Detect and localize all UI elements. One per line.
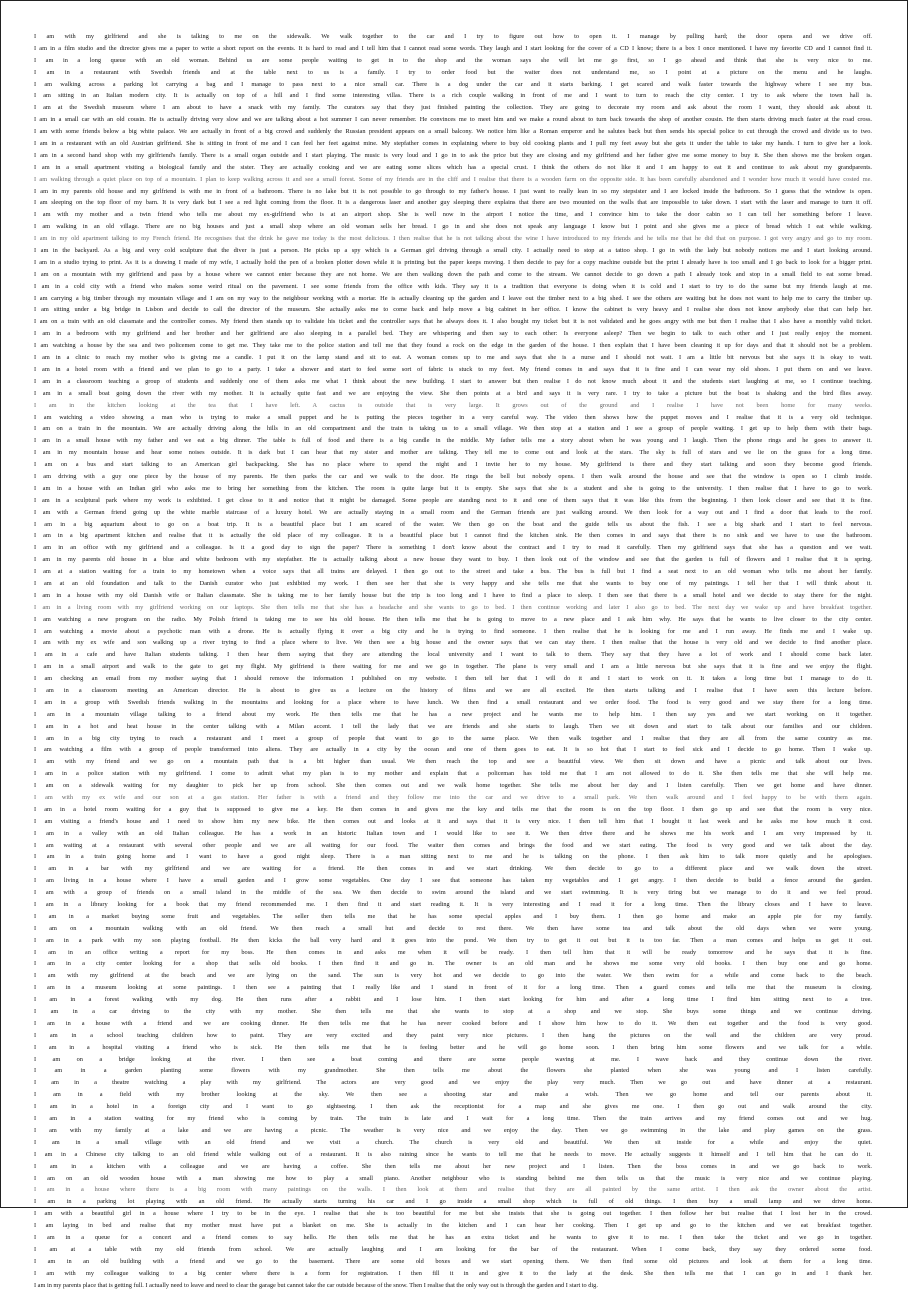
text-line: I am visiting a friend's house and I need to show him my new bike. He then comes out and looks at it and says that it is very nice. I then tell him that I bought it last week and he asks me how much it cost. [34, 817, 872, 825]
text-line: I am in a school teaching children how to paint. They are very excited and they paint very nice pictures. I then hang the pictures on the wall and the children are very proud. [34, 1031, 872, 1039]
text-line: I am in a small apartment visiting a biological family and the sister. They are actually cooking and we are eating some slices which has a special crust. I think the others do not like it and I am happy to eat it and continue to ask about my grandparents. [34, 163, 872, 171]
text-line: I am in a small village with an old friend and we visit a church. The church is very old and beautiful. We then sit inside for a while and enjoy the quiet. [34, 1138, 872, 1146]
text-line: I am in a living room with my girlfriend working on our laptops. She then tells me that she has a headache and she wants to go to bed. I then continue working and later I also go to bed. The next day we wake up and have breakfast together. [34, 603, 872, 611]
text-line: I am in a small boat going down the river with my mother. It is actually quite fast and we are enjoying the view. She then points at a bird and says it is very rare. I try to take a picture but the boat is shaking and the bird flies away. [34, 389, 872, 397]
text-line: I am in my old apartment talking to my French friend. He recognises that the drink he gave me today is the most delicious. I then realise that he is not talking about the wine I have introduced to my friends and he tells me that he did that on purpose. I got very angry and go to my room. [34, 235, 872, 243]
text-line: I am watching a movie about a psychotic man with a drone. He is actually flying it over a big city and he is trying to find someone. I then realise that he is looking for me and I run away. He finds me and I wake up. [34, 627, 872, 635]
text-line: I am in a hotel in a foreign city and I want to go sightseeing. I then ask the receptionist for a map and she gives me one. I then go out and walk around the city. [34, 1103, 872, 1111]
text-line: I am in a park with my son playing football. He then kicks the ball very hard and it goes into the pond. We then try to get it out but it is too far. Then a man comes and helps us get it out. [34, 936, 872, 944]
text-line: I am in a restaurant with Swedish friends and at the table next to us is a family. I try to order food but the waiter does not understand me, so I point at a picture on the menu and he laughs. [34, 68, 872, 76]
text-line: I am watching a house by the sea and two policemen come to get me. They take me to the police station and tell me that they found a rock on the edge in the garden of the house. I then explain that I have been cleaning it up for days and that it should not be a problem. [34, 342, 872, 350]
text-line: I am in a house with a friend and we are cooking dinner. He then tells me that he has never cooked before and I show him how to do it. We then eat together and the food is very good. [34, 1019, 872, 1027]
text-line: I am on a train in the mountain. We are actually driving along the hills in an old compartment and the train is taking us to a small village. We then stop at a station and I see a group of people waiting. I get up to help them with their bags. [34, 425, 872, 433]
text-line: I am in a train going home and I want to have a good night sleep. There is a man sitting next to me and he is talking on the phone. I then ask him to talk more quietly and he apologises. [34, 853, 872, 861]
text-line: I am in a big apartment kitchen and realise that it is actually the old place of my colleague. It is a beautiful place but I cannot find the kitchen sink. He then comes in and says that there is no sink and we have to use the bathroom. [34, 532, 872, 540]
text-line: I am with my girlfriend at the beach and we are lying on the sand. The sun is very hot and we decide to go into the water. We then swim for a while and come back to the beach. [34, 972, 872, 980]
text-line: I am in a police station with my girlfriend. I come to admit what my plan is to my mother and explain that a policeman has told me that I am not allowed to do it. She then tells me that she will help me. [34, 770, 872, 778]
text-line: I am in a classroom teaching a group of students and suddenly one of them asks me what I think about the new building. I start to answer but then realise I do not know much about it and the students start laughing at me, so I continue teaching. [34, 377, 872, 385]
text-line: I am at a station waiting for a train to my hometown when a voice says that all trains are delayed. I then go out to the street and take a bus. The bus is full but I find a seat next to an old woman who tells me about her family. [34, 568, 872, 576]
text-line: I am in the kitchen looking at the tea that I have left. A cactus is outside that is very large. It grows out of the ground and I realise I have not been home for many weeks. [34, 401, 872, 409]
text-line: I am in a big city trying to reach a restaurant and I meet a group of people that want to go to the same place. We then walk together and I realise that they are all from the same country as me. [34, 734, 872, 742]
text-line: I am in a field with my brother looking at the sky. We then see a shooting star and make a wish. Then we go home and tell our parents about it. [34, 1091, 872, 1099]
text-line: I am checking an email from my mother saying that I should remove the information I published on my website. I then tell her that I will do it and I start to work on it. It takes a long time but I manage to do it. [34, 675, 872, 683]
text-line: I am on a train with an old classmate and the controller comes. My friend then stands up to validate his ticket and the controller says that he always does it. I also bought my ticket but it is not validated and he goes angry with me but then I realise that I also have a monthly valid ticket. [34, 318, 872, 326]
text-line: I am in a second hand shop with my girlfriend's family. There is a small organ outside and I start playing. The music is very loud and I go in to ask the price but they are closing and my girlfriend and her father give me some money to buy it. She then shows me the broken organ. [34, 151, 872, 159]
text-line: I am in a mountain village talking to a friend about my work. He then tells me that he has a new project and he wants me to help him. I then say yes and we start working on it together. [34, 710, 872, 718]
text-line: I am in a house with an Indian girl who asks me to bring her something from the kitchen. The room is quite large but it is empty. She says that she is a student and she is going to the university. I then realise that I have to go to work. [34, 484, 872, 492]
text-line: I am in a long queue with an old woman. Behind us are some people waiting to get in to the shop and the woman says she will let me go first, so I go ahead and think that she is very nice to me. [34, 56, 872, 64]
text-line: I am in a film studio and the director gives me a paper to write a short report on the events. It is hard to read and I tell him that I cannot read some words. They laugh and I start looking for the cover of a CD I know; there is a box I once mentioned. I have my favorite CD and I cannot find it. [34, 44, 872, 52]
text-line: I am in a small car with an old cousin. He is actually driving very slow and we are talking about a hot summer I can never remember. He convinces me to meet him and we make a round about to turn back towards the shop of another cousin. He then starts driving much faster at the road cross. [34, 116, 872, 124]
text-line: I am with my girlfriend and she is talking to me on the sidewalk. We walk together to the car and I try to figure out how to open it. I manage by pulling hard; the door opens and we drive off. [34, 33, 872, 40]
text-line: I am in a hospital visiting a friend who is sick. He then tells me that he is feeling better and he will go home soon. I then bring him some flowers and we talk for a while. [34, 1043, 872, 1051]
text-line: I am watching a video showing a man who is trying to make a small puppet and he is putting the pieces together in a very careful way. The video then shows how the puppet moves and I realise that it is a very old technique. [34, 413, 872, 421]
text-line: I am sleeping on the top floor of my barn. It is very dark but I see a red light coming from the floor. It is a dangerous laser and another guy sleeping there explains that there are two mounted on the walls that are impossible to take down. I start with the laser and manage to turn it off. [34, 199, 872, 207]
text-line: I am in a library looking for a book that my friend recommended me. I then find it and start reading it. It is very interesting and I read it for a long time. Then the library closes and I have to leave. [34, 901, 872, 909]
text-line: I am in a parking lot playing with an old friend. He actually starts turning his car and I go inside a small shop which is full of old things. I then buy a small lamp and we drive home. [34, 1198, 872, 1206]
text-line: I am in a hot and heat house in the center talking with a Milan accent. I tell the lady that we are friends and she starts to laugh. Then we sit down and start to talk about our families and our children. [34, 722, 872, 730]
text-line: I am in a city center looking for a shop that sells old books. I then find it and go in. The owner is an old man and he shows me some very old books. I then buy one and go home. [34, 960, 872, 968]
text-line: I am sitting in an Italian modern city. It is actually on top of a hill and I find some interesting villas. There is a rich couple walking in front of me and I want to turn to reach the city center. I try to ask where the town hall is. [34, 92, 872, 100]
text-line: I am in a bedroom with my girlfriend and her brother and her girlfriend are also sleeping in a parallel bed. They are whispering and then say to each other: Is everyone asleep? Then we begin to talk to each other and I just really enjoy the moment. [34, 330, 872, 338]
text-line: I am in a small airport and walk to the gate to get my flight. My girlfriend is there waiting for me and we go in together. The plane is very small and I am a little nervous but she says that it is fine and we enjoy the flight. [34, 663, 872, 671]
text-line: I am in a clinic to reach my mother who is giving me a candle. I put it on the lamp stand and sit to eat. A woman comes up to me and says that she is a nurse and I should not wait. I am a little bit nervous but she says it is okay to wait. [34, 354, 872, 362]
text-line: I am in an old building with a friend and we go to the basement. There are some old boxes and we start opening them. We then find some old pictures and look at them for a long time. [34, 1257, 872, 1265]
text-line: I am in a garden planting some flowers with my grandmother. She then tells me about the flowers she planted when she was young and I listen carefully. [34, 1067, 872, 1075]
text-line: I am with a group of friends on a small island in the middle of the sea. We then decide to swim around the island and we start swimming. It is very tiring but we manage to do it and we feel proud. [34, 889, 872, 897]
text-line: I am in a hotel room with a friend and we plan to go to a party. I take a shower and start to feel some sort of fabric is stuck to my feet. My friend comes in and says that it is fine and I can wear my old shoes. I put them on and we leave. [34, 365, 872, 373]
text-line: I am with a beautiful girl in a house where I try to be in the eye. I realise that she is too beautiful for me but she insists that she is going out together. I then follow her but realise that I lost her in the crowd. [34, 1210, 872, 1218]
text-line: I am in a car driving to the city with my mother. She then tells me that she wants to stop at a shop and we stop. She buys some things and we continue driving. [34, 1008, 872, 1016]
text-line: I am in my parents old house and my girlfriend is with me in front of a bathroom. There is no lake but it is not possible to go through to my father's house. I just want to really lean in so my stepsister and I are locked inside the bathroom. So I guess that the window is open. [34, 187, 872, 195]
text-line: I am watching a new program on the radio. My Polish friend is taking me to see his old house. He then tells me that he is going to move to a new place and I ask him why. He says that he wants to live closer to the city center. [34, 615, 872, 623]
text-line: I am in a station waiting for my friend who is coming by train. The train is late and I wait for a long time. Then the train arrives and my friend comes out and we hug. [34, 1115, 872, 1123]
text-line: I am in a queue for a concert and a friend comes to say hello. He then tells me that he has an extra ticket and he wants to give it to me. I then take the ticket and we go in together. [34, 1233, 872, 1241]
text-line: I am in my parents place that is getting full. I actually need to leave and need to clear the garage but cannot take the car outside because of the snow. Then I realise that the only way out is through the garden and I start to dig. [34, 1281, 598, 1289]
text-line: I am at the Swedish museum where I am about to have a snack with my family. The curators say that they just finished painting the collection. They are going to decorate my room and ask about the room I want, they should ask about it. [34, 104, 872, 112]
text-line: I am with my colleague walking to a big center where there is a form for registration. I then fill it in and give it to the lady at the desk. She then tells me that I can go in and I thank her. [34, 1269, 872, 1277]
text-line: I am with my ex wife and son walking up a river trying to find a place where to live. We then see a big house and the owner says that we can stay there. I then realise that the house is very old and we decide to find another place. [34, 639, 872, 647]
text-line: I am with some friends below a big white palace. We are actually in front of a big crowd and suddenly the Russian president appears on a small balcony. We notice him like a Roman emperor and he salutes back but then sends his special police to cut through the crowd and divide us to two. [34, 128, 872, 136]
text-line: I am with my mother and a twin friend who tells me about my ex-girlfriend who is at an airport shop. She is well now in the airport I notice the time, and I convince him to take the door cabin so I can tell her something before I leave. [34, 211, 872, 219]
text-line: I am in a house with my old Danish wife or Italian classmate. She is taking me to her family house but the trip is too long and I have to find a place to sleep. I then see that there is a small hotel and we decide to stay there for the night. [34, 591, 872, 599]
text-line: I am in an office writing a report for my boss. He then comes in and asks me when it will be ready. I then tell him that it will be ready tomorrow and he says that it is fine. [34, 948, 872, 956]
text-line: I am in a classroom meeting an American director. He is about to give us a lecture on the history of films and we are all excited. He then starts talking and I realise that I have seen this lecture before. [34, 686, 872, 694]
text-line: I am waiting at a restaurant with several other people and we are all waiting for our food. The waiter then comes and brings the food and we start eating. The food is very good and we talk about the day. [34, 841, 872, 849]
text-line: I am sitting under a big bridge in Lisbon and decide to call the director of the museum. She actually asks me to come back and help move a big cabinet in her office. I know the cabinet is very heavy and I realise she does not know anybody else that can help her. [34, 306, 872, 314]
text-line: I am in a theatre watching a play with my girlfriend. The actors are very good and we enjoy the play very much. Then we go out and have dinner at a restaurant. [34, 1079, 872, 1087]
text-line: I am at an old foundation and talk to the Danish curator who just exhibited my work. I then see her that she is very happy and she tells me that she wants to buy one of my paintings. I tell her that I will think about it. [34, 579, 872, 587]
text-line: I am on a sidewalk waiting for my daughter to pick her up from school. She then comes out and we walk home together. She tells me about her day and I listen carefully. Then we get home and have dinner. [34, 782, 872, 790]
text-line: I am at a table with my old friends from school. We are actually laughing and I am looking for the bar of the restaurant. When I come back, they say they ordered some food. [34, 1245, 872, 1253]
text-line: I am in a studio trying to print. As it is a drawing I made of my wife, I actually hold the pen of a broken plotter down while it is printing but the paper keeps moving. I then decide to pay for a copy machine outside but the print I already have is too small and I go back to look for a bigger print. [34, 258, 872, 266]
text-line: I am on an old wooden house with a man showing me how to play a small piano. Another neighbour who is standing behind me then tells us that the music is very nice and we continue playing. [34, 1174, 872, 1182]
text-line: I am in an office with my girlfriend and a colleague. Is it a good day to sign the paper? There is something I don't know about the contract and I try to read it carefully. Then my girlfriend says that she has a question and we wait. [34, 544, 872, 552]
text-line: I am in a cold city with a friend who makes some weird ritual on the pavement. I see some friends from the office with kids. They say it is a tradition that everyone is doing when it is cold and I start to try to do the same but my friends laugh at me. [34, 282, 872, 290]
text-line: I am with my family at a lake and we are having a picnic. The weather is very nice and we enjoy the day. Then we go swimming in the lake and play games on the grass. [34, 1126, 872, 1134]
text-line: I am in a valley with an old Italian colleague. He has a work in an historic Italian town and I would like to see it. We then drive there and he shows me his work and I am very impressed by it. [34, 829, 872, 837]
text-line: I am living in a house where I have a small garden and I grow some vegetables. One day I see that someone has taken my vegetables and I get angry. I then decide to build a fence around the garden. [34, 877, 872, 885]
text-line: I am in a restaurant with an old Austrian girlfriend. She is sitting in front of me and I can feel her feet against mine. My stepfather comes in explaining where to buy old cooking plants and I pull my feet away but she gets it under the table to take my hands. I turn to give her a look. [34, 140, 872, 148]
text-line: I am in a market buying some fruit and vegetables. The seller then tells me that he has some special apples and I buy them. I then go home and make an apple pie for my family. [34, 912, 872, 920]
text-line: I am in a Chinese city talking to an old friend while walking out of a restaurant. It is also raining since he wants to tell me that he needs to move. He actually suggests it himself and I tell him that he can do it. [34, 1150, 872, 1158]
text-line: I am walking across a parking lot carrying a bag and I manage to pass next to a nice small car. There is a dog under the car and it starts barking. I get scared and walk faster towards the highway where I see my bus. [34, 80, 872, 88]
text-line: I am in a house where there is a big room with many paintings on the walls. I then look at them and realise that they are all painted by the same artist. I then ask the owner about the artist. [34, 1186, 872, 1194]
text-line: I am in the backyard. As a big and very cold sculpture that the diver is just a person. He picks up a spy which is a German girl driving through a small city. I actually need to stop at a tattoo shop. I go in with the lady but nobody notices me and I start looking around. [34, 247, 872, 255]
text-line: I am carrying a big timber through my mountain village and I am on my way to the neighbour working with a mortar. He is actually cleaning up the garden and I leave out the timber next to a big shed. I see the others are waiting but he does not want to help me to carry the timber up. [34, 294, 872, 302]
text-line: I am with a German friend going up the white marble staircase of a luxury hotel. We are actually staying in a small room and the German friends are just walking around. We then look for a way out and I find a door that leads to the roof. [34, 508, 872, 516]
text-line: I am in a museum looking at some paintings. I then see a painting that I really like and I stand in front of it for a long time. Then a guard comes and tells me that the museum is closing. [34, 984, 872, 992]
text-line: I am with my ex wife and our son at a gas station. Her father is with a friend and they follow me into the car and we drive to a small park. We then walk around and I feel happy to be with them again. [34, 794, 872, 801]
text-line: I am in a small house with my father and we eat a big dinner. The table is full of food and there is a big candle in the middle. My father tells me a story about when he was young and I laugh. Then the phone rings and he goes to answer it. [34, 437, 872, 445]
text-line: I am in a forest walking with my dog. He then runs after a rabbit and I lose him. I then start looking for him and after a long time I find him sitting next to a tree. [34, 996, 872, 1004]
text-line: I am with my friend and we go on a mountain path that is a bit higher than usual. We then reach the top and see a beautiful view. We then sit down and have a picnic and talk about our lives. [34, 758, 872, 766]
text-line: I am in a kitchen with a colleague and we are having a coffee. She then tells me about her new project and I listen. Then the boss comes in and we go back to work. [34, 1162, 872, 1170]
text-line: I am in a cafe and have Italian students talking. I then hear them saying that they are attending the local university and I want to talk to them. They say that they have a lot of work and I should come back later. [34, 651, 872, 659]
text-line: I am on a bus and start talking to an American girl backpacking. She has no place where to spend the night and I invite her to my house. My girlfriend is there and they start talking and soon they become good friends. [34, 461, 872, 469]
text-line: I am laying in bed and realise that my mother must have put a blanket on me. She is actually in the kitchen and I can hear her cooking. Then I get up and go to the kitchen and we eat breakfast together. [34, 1222, 872, 1230]
text-line: I am in a group with Swedish friends walking in the mountains and looking for a place where to have lunch. We then find a small restaurant and we order food. The food is very good and we stay there for a long time. [34, 698, 872, 706]
text-line: I am on a mountain walking with an old friend. We then reach a small hut and decide to rest there. We then have some tea and talk about the old days when we were young. [34, 924, 872, 932]
text-line: I am on a mountain with my girlfriend and pass by a house where we cannot enter because they are not home. We are then walking down the path and come to the stream. We cannot decide to go down a path I already took and stop in a small field to eat some bread. [34, 270, 872, 278]
text-line: I am in a bar with my girlfriend and we are waiting for a friend. He then comes in and we start drinking. We then decide to go to a different place and we walk down the street. [34, 865, 872, 873]
text-line: I am in my parents old house in a blue and white bedroom with my stepfather. He is actually talking about a new house they want to buy. I then look out of the window and see that the garden is full of flowers and I realise that it is spring. [34, 556, 872, 564]
text-line: I am walking in an old village. There are no big houses and just a small shop where an old woman sells her bread. I go in and she does not speak any language I know but I point and she gives me a piece of bread which I eat while walking. [34, 223, 872, 231]
text-line: I am in a big aquarium about to go on a boat trip. It is a beautiful place but I am scared of the water. We then go on the boat and the guide tells us about the fish. I see a big shark and I start to feel nervous. [34, 520, 872, 528]
text-line: I am on a bridge looking at the river. I then see a boat coming and there are some people waving at me. I wave back and they continue down the river. [34, 1055, 872, 1063]
text-line: I am walking through a quiet place on top of a mountain. I plan to keep walking across it and see a small forest. Some of my friends are in the cliff and I realise that there is a wooden farm on the opposite side. It has been carefully abandoned and I wonder how much it would have costed me. [34, 175, 872, 183]
text-line: I am watching a film with a group of people transformed into aliens. They are actually in a city by the ocean and one of them goes to eat. It is so hot that I start to feel sick and I decide to go home. Then I wake up. [34, 746, 872, 754]
text-line: I am in a hotel room waiting for a guy that is supposed to give me a key. He then comes in and gives me the key and tells me that the room is on the top floor. I then go up and see that the room is very nice. [34, 805, 872, 813]
text-line: I am in a sculptural park where my work is exhibited. I get close to it and notice that it might be damaged. Some people are standing next to it and one of them says that it was like this from the beginning. I then look closer and see that it is fine. [34, 496, 872, 504]
dream-journal-text [34, 31, 872, 1291]
text-line: I am driving with a guy one piece by the house of my parents. He then parks the car and we walk to the door. He rings the bell but nobody opens. I then walk around the house and see that the window is open so I climb inside. [34, 472, 872, 480]
text-line: I am in my mountain house and hear some noises outside. It is dark but I can hear that my sister and mother are talking. They tell me to come out and look at the stars. The sky is full of stars and we lie on the grass for a long time. [34, 449, 872, 457]
